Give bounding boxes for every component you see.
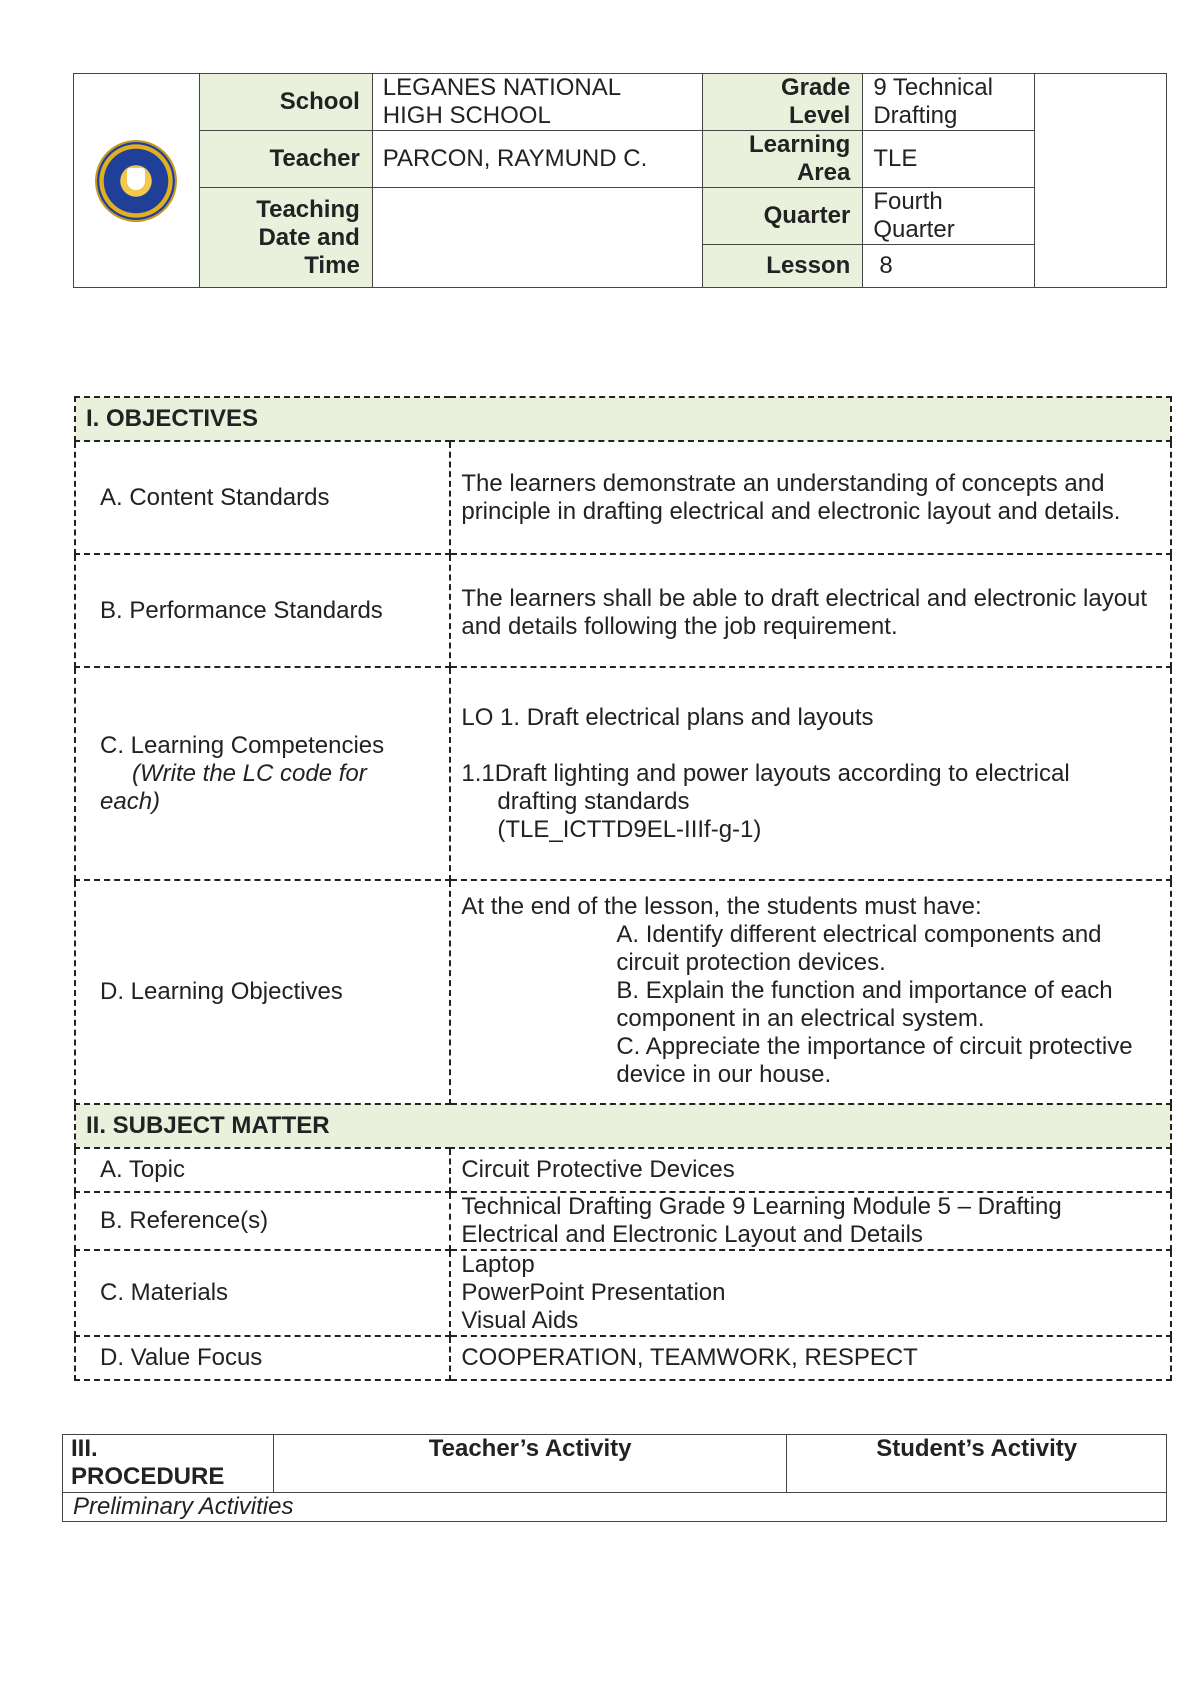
teaching-date-time-value (372, 188, 703, 288)
lesson-header-table (73, 73, 1167, 288)
learning-area-value: TLE (863, 131, 1035, 188)
learning-objectives-text: At the end of the lesson, the students must have: A. Identify different electrical components and circuit protection devices. B. Explain the function and importance of each component in an electrical system. C. Appreciate the importance of circuit protective device in our house. (450, 880, 1171, 1104)
grade-level-value: 9 Technical Drafting (863, 74, 1035, 131)
teaching-date-time-label: Teaching Date and Time (199, 188, 372, 288)
performance-standards-text: The learners shall be able to draft electrical and electronic layout and details following the job requirement. (450, 554, 1171, 667)
teacher-label: Teacher (199, 131, 372, 188)
learning-area-label: Learning Area (703, 131, 863, 188)
student-activity-heading: Student’s Activity (787, 1435, 1167, 1493)
topic-value: Circuit Protective Devices (450, 1148, 1171, 1192)
grade-level-label: Grade Level (703, 74, 863, 131)
school-label: School (199, 74, 372, 131)
objectives-heading: I. OBJECTIVES (75, 397, 1171, 441)
value-focus-value: COOPERATION, TEAMWORK, RESPECT (450, 1336, 1171, 1380)
lesson-label: Lesson (703, 245, 863, 288)
references-value: Technical Drafting Grade 9 Learning Module 5 – Drafting Electrical and Electronic Layout and Details (450, 1192, 1171, 1250)
school-value: LEGANES NATIONAL HIGH SCHOOL (372, 74, 703, 131)
school-seal-icon (97, 142, 175, 220)
learning-competencies-text: LO 1. Draft electrical plans and layouts 1.1Draft lighting and power layouts according to electrical drafting standards (TLE_ICTTD9EL-IIIf-g-1) (450, 667, 1171, 880)
value-focus-label: D. Value Focus (75, 1336, 450, 1380)
learning-objectives-label: D. Learning Objectives (75, 880, 450, 1104)
procedure-table (62, 1434, 1167, 1522)
header-blank-cell (1035, 74, 1167, 288)
school-logo-cell (74, 74, 200, 288)
materials-item: Visual Aids (461, 1307, 579, 1334)
quarter-value: Fourth Quarter (863, 188, 1035, 245)
materials-item: Laptop (461, 1251, 535, 1278)
teacher-value: PARCON, RAYMUND C. (372, 131, 703, 188)
references-label: B. Reference(s) (75, 1192, 450, 1250)
learning-competencies-label: C. Learning Competencies (Write the LC code for each) (75, 667, 450, 880)
lesson-value: 8 (863, 245, 1035, 288)
teacher-activity-heading: Teacher’s Activity (273, 1435, 786, 1493)
materials-label: C. Materials (75, 1250, 450, 1336)
materials-list (450, 1250, 1171, 1336)
quarter-label: Quarter (703, 188, 863, 245)
content-standards-text: The learners demonstrate an understanding of concepts and principle in drafting electrical and electronic layout and details. (450, 441, 1171, 554)
performance-standards-label: B. Performance Standards (75, 554, 450, 667)
procedure-heading: III. PROCEDURE (63, 1435, 274, 1493)
content-standards-label: A. Content Standards (75, 441, 450, 554)
objectives-table (74, 396, 1172, 1381)
subject-matter-heading: II. SUBJECT MATTER (75, 1104, 1171, 1148)
preliminary-activities-row: Preliminary Activities (63, 1493, 1167, 1522)
topic-label: A. Topic (75, 1148, 450, 1192)
materials-item: PowerPoint Presentation (461, 1279, 726, 1306)
